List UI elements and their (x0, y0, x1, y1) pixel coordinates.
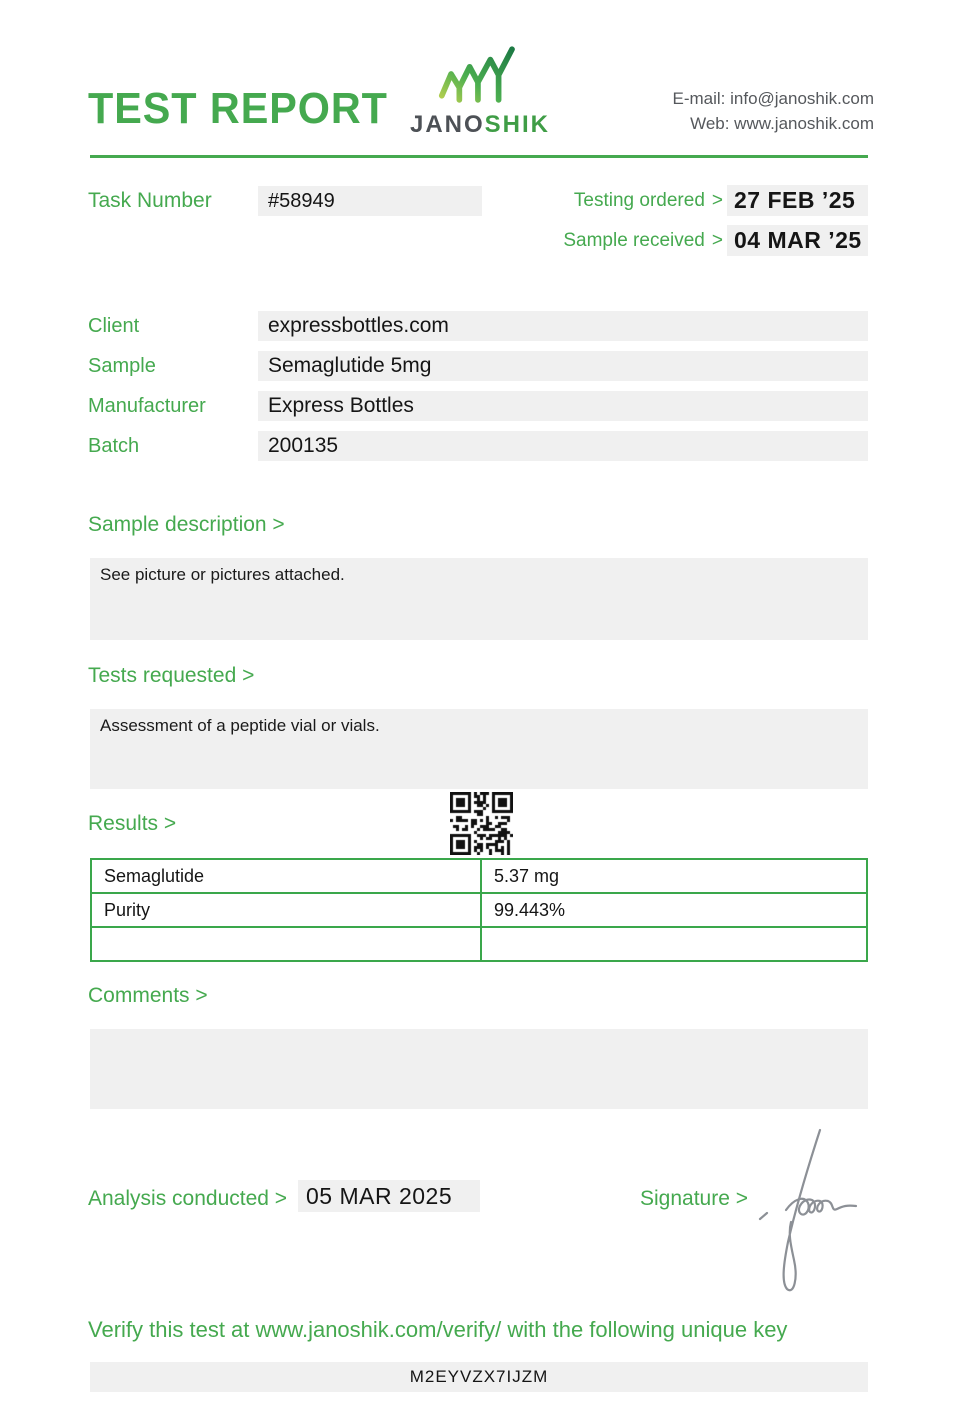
table-row (91, 859, 867, 893)
tests-requested-box: Assessment of a peptide vial or vials. (90, 709, 868, 789)
manufacturer-label: Manufacturer (88, 395, 206, 417)
logo-wordmark (402, 111, 558, 139)
task-number-label: Task Number (88, 189, 212, 212)
testing-ordered-value: 27 FEB ’25 (727, 185, 868, 216)
testing-ordered-label: Testing ordered > (573, 190, 723, 211)
batch-value: 200135 (258, 431, 868, 461)
tests-requested-heading: Tests requested > (88, 664, 255, 687)
manufacturer-value: Express Bottles (258, 391, 868, 421)
comments-heading: Comments > (88, 984, 208, 1007)
result-value: 99.443% (481, 893, 867, 927)
verify-instruction: Verify this test at www.janoshik.com/verify/ with the following unique key (88, 1317, 788, 1342)
sample-received-label: Sample received > (563, 230, 723, 251)
web-line: Web: www.janoshik.com (690, 114, 874, 133)
qr-code (450, 792, 513, 855)
email-line: E-mail: info@janoshik.com (672, 89, 874, 108)
sample-description-heading: Sample description > (88, 513, 285, 536)
page-title: TEST REPORT (88, 84, 388, 133)
signature-scribble (758, 1122, 868, 1312)
results-heading: Results > (88, 812, 177, 835)
client-label: Client (88, 315, 140, 337)
sample-description-box: See picture or pictures attached. (90, 558, 868, 640)
header-divider (90, 155, 868, 158)
task-number-value: #58949 (258, 186, 482, 216)
contact-info (673, 86, 875, 136)
results-table (90, 858, 868, 962)
client-value: expressbottles.com (258, 311, 868, 341)
table-row (91, 893, 867, 927)
logo-word-green: SHIK (484, 111, 551, 138)
result-name: Semaglutide (91, 859, 481, 893)
sample-received-value: 04 MAR ’25 (727, 225, 868, 256)
arrow-glyph: > (711, 230, 723, 251)
logo-word-dark: JANO (409, 111, 485, 138)
sample-value: Semaglutide 5mg (258, 351, 868, 381)
unique-key-value: M2EYVZX7IJZM (90, 1362, 868, 1392)
table-row (91, 927, 867, 961)
result-value (481, 927, 867, 961)
growth-chart-icon (432, 42, 528, 104)
result-value: 5.37 mg (481, 859, 867, 893)
batch-label: Batch (88, 435, 140, 457)
result-name (91, 927, 481, 961)
result-name: Purity (91, 893, 481, 927)
sample-label: Sample (88, 355, 156, 377)
analysis-date-value: 05 MAR 2025 (298, 1180, 480, 1212)
janoshik-logo (402, 42, 558, 139)
analysis-conducted-label: Analysis conducted > (88, 1187, 288, 1210)
signature-label: Signature > (640, 1187, 748, 1210)
comments-box (90, 1029, 868, 1109)
arrow-glyph: > (711, 190, 723, 211)
